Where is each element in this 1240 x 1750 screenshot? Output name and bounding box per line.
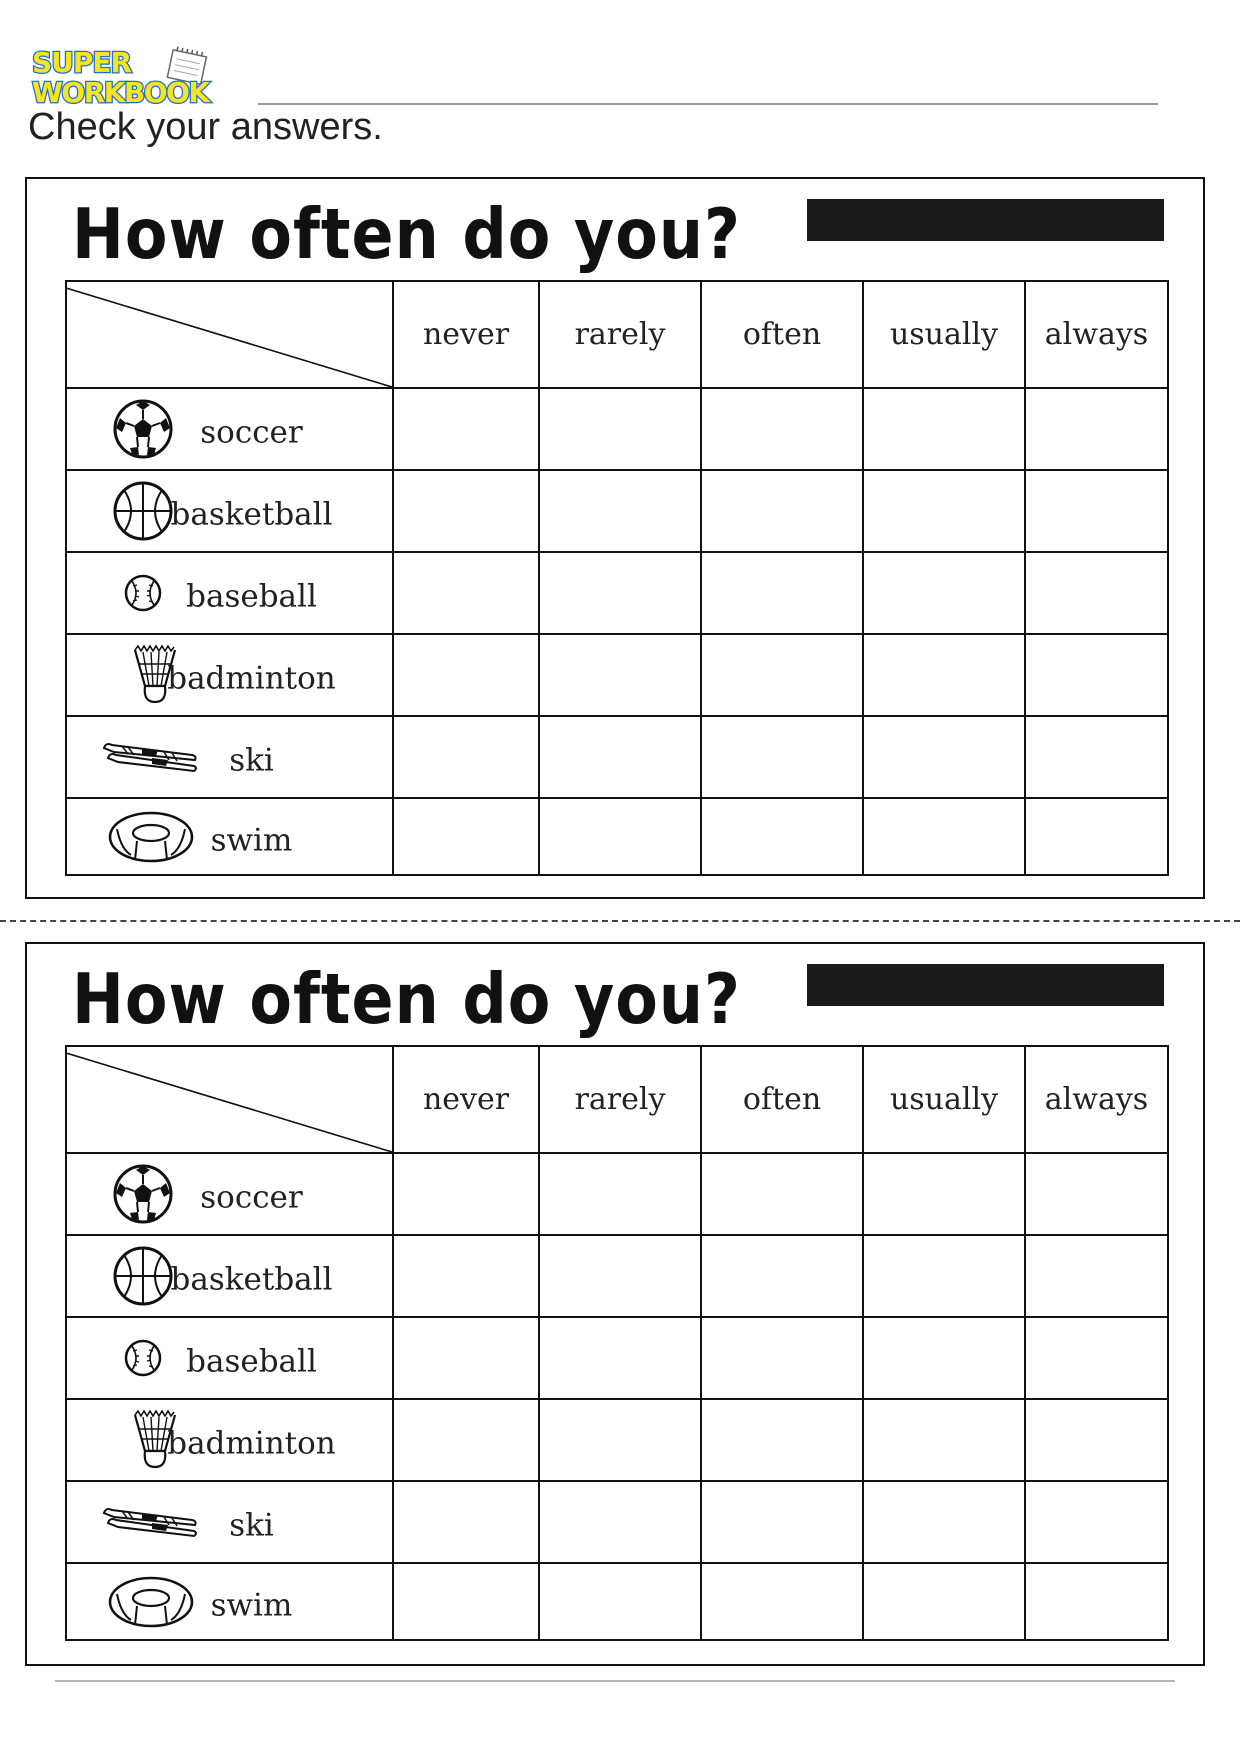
answer-cell-often[interactable]	[701, 1399, 863, 1481]
answer-cell-rarely[interactable]	[539, 1153, 701, 1235]
answer-cell-always[interactable]	[1025, 552, 1168, 634]
answer-cell-always[interactable]	[1025, 470, 1168, 552]
answer-cell-always[interactable]	[1025, 388, 1168, 470]
answer-cell-never[interactable]	[393, 1317, 539, 1399]
sport-label-cell	[66, 1563, 393, 1640]
footer-rule	[55, 1680, 1175, 1682]
column-header-often: often	[701, 1046, 863, 1153]
answer-cell-rarely[interactable]	[539, 716, 701, 798]
answer-cell-usually[interactable]	[863, 388, 1025, 470]
column-header-never: never	[393, 281, 539, 388]
answer-cell-never[interactable]	[393, 798, 539, 875]
sport-name: basketball	[170, 496, 333, 533]
answer-cell-always[interactable]	[1025, 798, 1168, 875]
sport-label-cell	[66, 1481, 393, 1563]
table-row	[66, 634, 1168, 716]
diagonal-corner-cell	[66, 1046, 393, 1153]
answer-cell-always[interactable]	[1025, 634, 1168, 716]
answer-cell-never[interactable]	[393, 1399, 539, 1481]
answer-cell-often[interactable]	[701, 1153, 863, 1235]
table-row	[66, 1481, 1168, 1563]
sport-name: baseball	[186, 578, 317, 615]
sport-label-cell	[66, 470, 393, 552]
answer-cell-often[interactable]	[701, 1317, 863, 1399]
answer-cell-rarely[interactable]	[539, 1481, 701, 1563]
sport-label-cell	[66, 388, 393, 470]
column-header-always: always	[1025, 281, 1168, 388]
table-row	[66, 1563, 1168, 1640]
table-row	[66, 1399, 1168, 1481]
answer-cell-usually[interactable]	[863, 1153, 1025, 1235]
table-row	[66, 388, 1168, 470]
answer-cell-never[interactable]	[393, 388, 539, 470]
answer-cell-usually[interactable]	[863, 1317, 1025, 1399]
super-workbook-logo	[28, 44, 248, 108]
sport-label-cell	[66, 552, 393, 634]
name-bar	[807, 964, 1164, 1006]
answer-cell-usually[interactable]	[863, 552, 1025, 634]
answer-cell-rarely[interactable]	[539, 552, 701, 634]
table-row	[66, 1153, 1168, 1235]
diagonal-corner-cell	[66, 281, 393, 388]
table-row	[66, 1235, 1168, 1317]
answer-cell-rarely[interactable]	[539, 798, 701, 875]
sport-name: basketball	[170, 1261, 333, 1298]
sport-label-cell	[66, 716, 393, 798]
answer-cell-usually[interactable]	[863, 634, 1025, 716]
answer-cell-often[interactable]	[701, 388, 863, 470]
answer-cell-rarely[interactable]	[539, 1399, 701, 1481]
answer-cell-usually[interactable]	[863, 1399, 1025, 1481]
answer-cell-rarely[interactable]	[539, 470, 701, 552]
sport-label-cell	[66, 1235, 393, 1317]
worksheet-title: How often do you?	[72, 958, 741, 1040]
answer-cell-often[interactable]	[701, 798, 863, 875]
frequency-table	[65, 1045, 1169, 1641]
table-row	[66, 470, 1168, 552]
instruction-text: Check your answers.	[28, 106, 383, 148]
answer-cell-usually[interactable]	[863, 798, 1025, 875]
answer-cell-always[interactable]	[1025, 1235, 1168, 1317]
sport-label-cell	[66, 1153, 393, 1235]
answer-cell-always[interactable]	[1025, 1153, 1168, 1235]
sport-name: baseball	[186, 1343, 317, 1380]
answer-cell-always[interactable]	[1025, 716, 1168, 798]
sport-name: ski	[229, 742, 274, 779]
answer-cell-never[interactable]	[393, 470, 539, 552]
answer-cell-never[interactable]	[393, 552, 539, 634]
sport-name: swim	[210, 1587, 293, 1624]
answer-cell-never[interactable]	[393, 716, 539, 798]
cut-line	[0, 920, 1240, 922]
answer-cell-often[interactable]	[701, 634, 863, 716]
answer-cell-usually[interactable]	[863, 1563, 1025, 1640]
answer-cell-often[interactable]	[701, 716, 863, 798]
answer-cell-usually[interactable]	[863, 1481, 1025, 1563]
answer-cell-rarely[interactable]	[539, 1563, 701, 1640]
sport-label-cell	[66, 634, 393, 716]
answer-cell-often[interactable]	[701, 1563, 863, 1640]
logo-text-super: SUPER	[32, 46, 132, 79]
column-header-usually: usually	[863, 1046, 1025, 1153]
table-row	[66, 716, 1168, 798]
sport-name: swim	[210, 822, 293, 859]
sport-label-cell	[66, 1317, 393, 1399]
answer-cell-often[interactable]	[701, 1235, 863, 1317]
answer-cell-rarely[interactable]	[539, 388, 701, 470]
sport-name: badminton	[167, 660, 336, 697]
sport-name: badminton	[167, 1425, 336, 1462]
header-row	[66, 281, 1168, 388]
answer-cell-always[interactable]	[1025, 1317, 1168, 1399]
answer-cell-rarely[interactable]	[539, 634, 701, 716]
column-header-never: never	[393, 1046, 539, 1153]
column-header-rarely: rarely	[539, 281, 701, 388]
answer-cell-never[interactable]	[393, 1235, 539, 1317]
answer-cell-usually[interactable]	[863, 1235, 1025, 1317]
answer-cell-usually[interactable]	[863, 716, 1025, 798]
answer-cell-often[interactable]	[701, 470, 863, 552]
column-header-often: often	[701, 281, 863, 388]
name-bar	[807, 199, 1164, 241]
header-rule	[258, 103, 1158, 105]
answer-cell-always[interactable]	[1025, 1481, 1168, 1563]
sport-name: ski	[229, 1507, 274, 1544]
frequency-table	[65, 280, 1169, 876]
table-row	[66, 1317, 1168, 1399]
table-row	[66, 798, 1168, 875]
sport-label-cell	[66, 798, 393, 875]
answer-cell-always[interactable]	[1025, 1563, 1168, 1640]
answer-cell-never[interactable]	[393, 1153, 539, 1235]
answer-cell-often[interactable]	[701, 1481, 863, 1563]
answer-cell-often[interactable]	[701, 552, 863, 634]
column-header-always: always	[1025, 1046, 1168, 1153]
table-row	[66, 552, 1168, 634]
worksheet-title: How often do you?	[72, 193, 741, 275]
logo-text-workbook: WORKBOOK	[32, 76, 209, 108]
sport-name: soccer	[200, 414, 303, 451]
worksheet-card-1	[25, 177, 1205, 899]
answer-cell-rarely[interactable]	[539, 1317, 701, 1399]
answer-cell-always[interactable]	[1025, 1399, 1168, 1481]
column-header-rarely: rarely	[539, 1046, 701, 1153]
answer-cell-usually[interactable]	[863, 470, 1025, 552]
worksheet-card-2	[25, 942, 1205, 1666]
sport-label-cell	[66, 1399, 393, 1481]
sport-name: soccer	[200, 1179, 303, 1216]
header-row	[66, 1046, 1168, 1153]
column-header-usually: usually	[863, 281, 1025, 388]
answer-cell-never[interactable]	[393, 1563, 539, 1640]
answer-cell-never[interactable]	[393, 1481, 539, 1563]
answer-cell-never[interactable]	[393, 634, 539, 716]
answer-cell-rarely[interactable]	[539, 1235, 701, 1317]
